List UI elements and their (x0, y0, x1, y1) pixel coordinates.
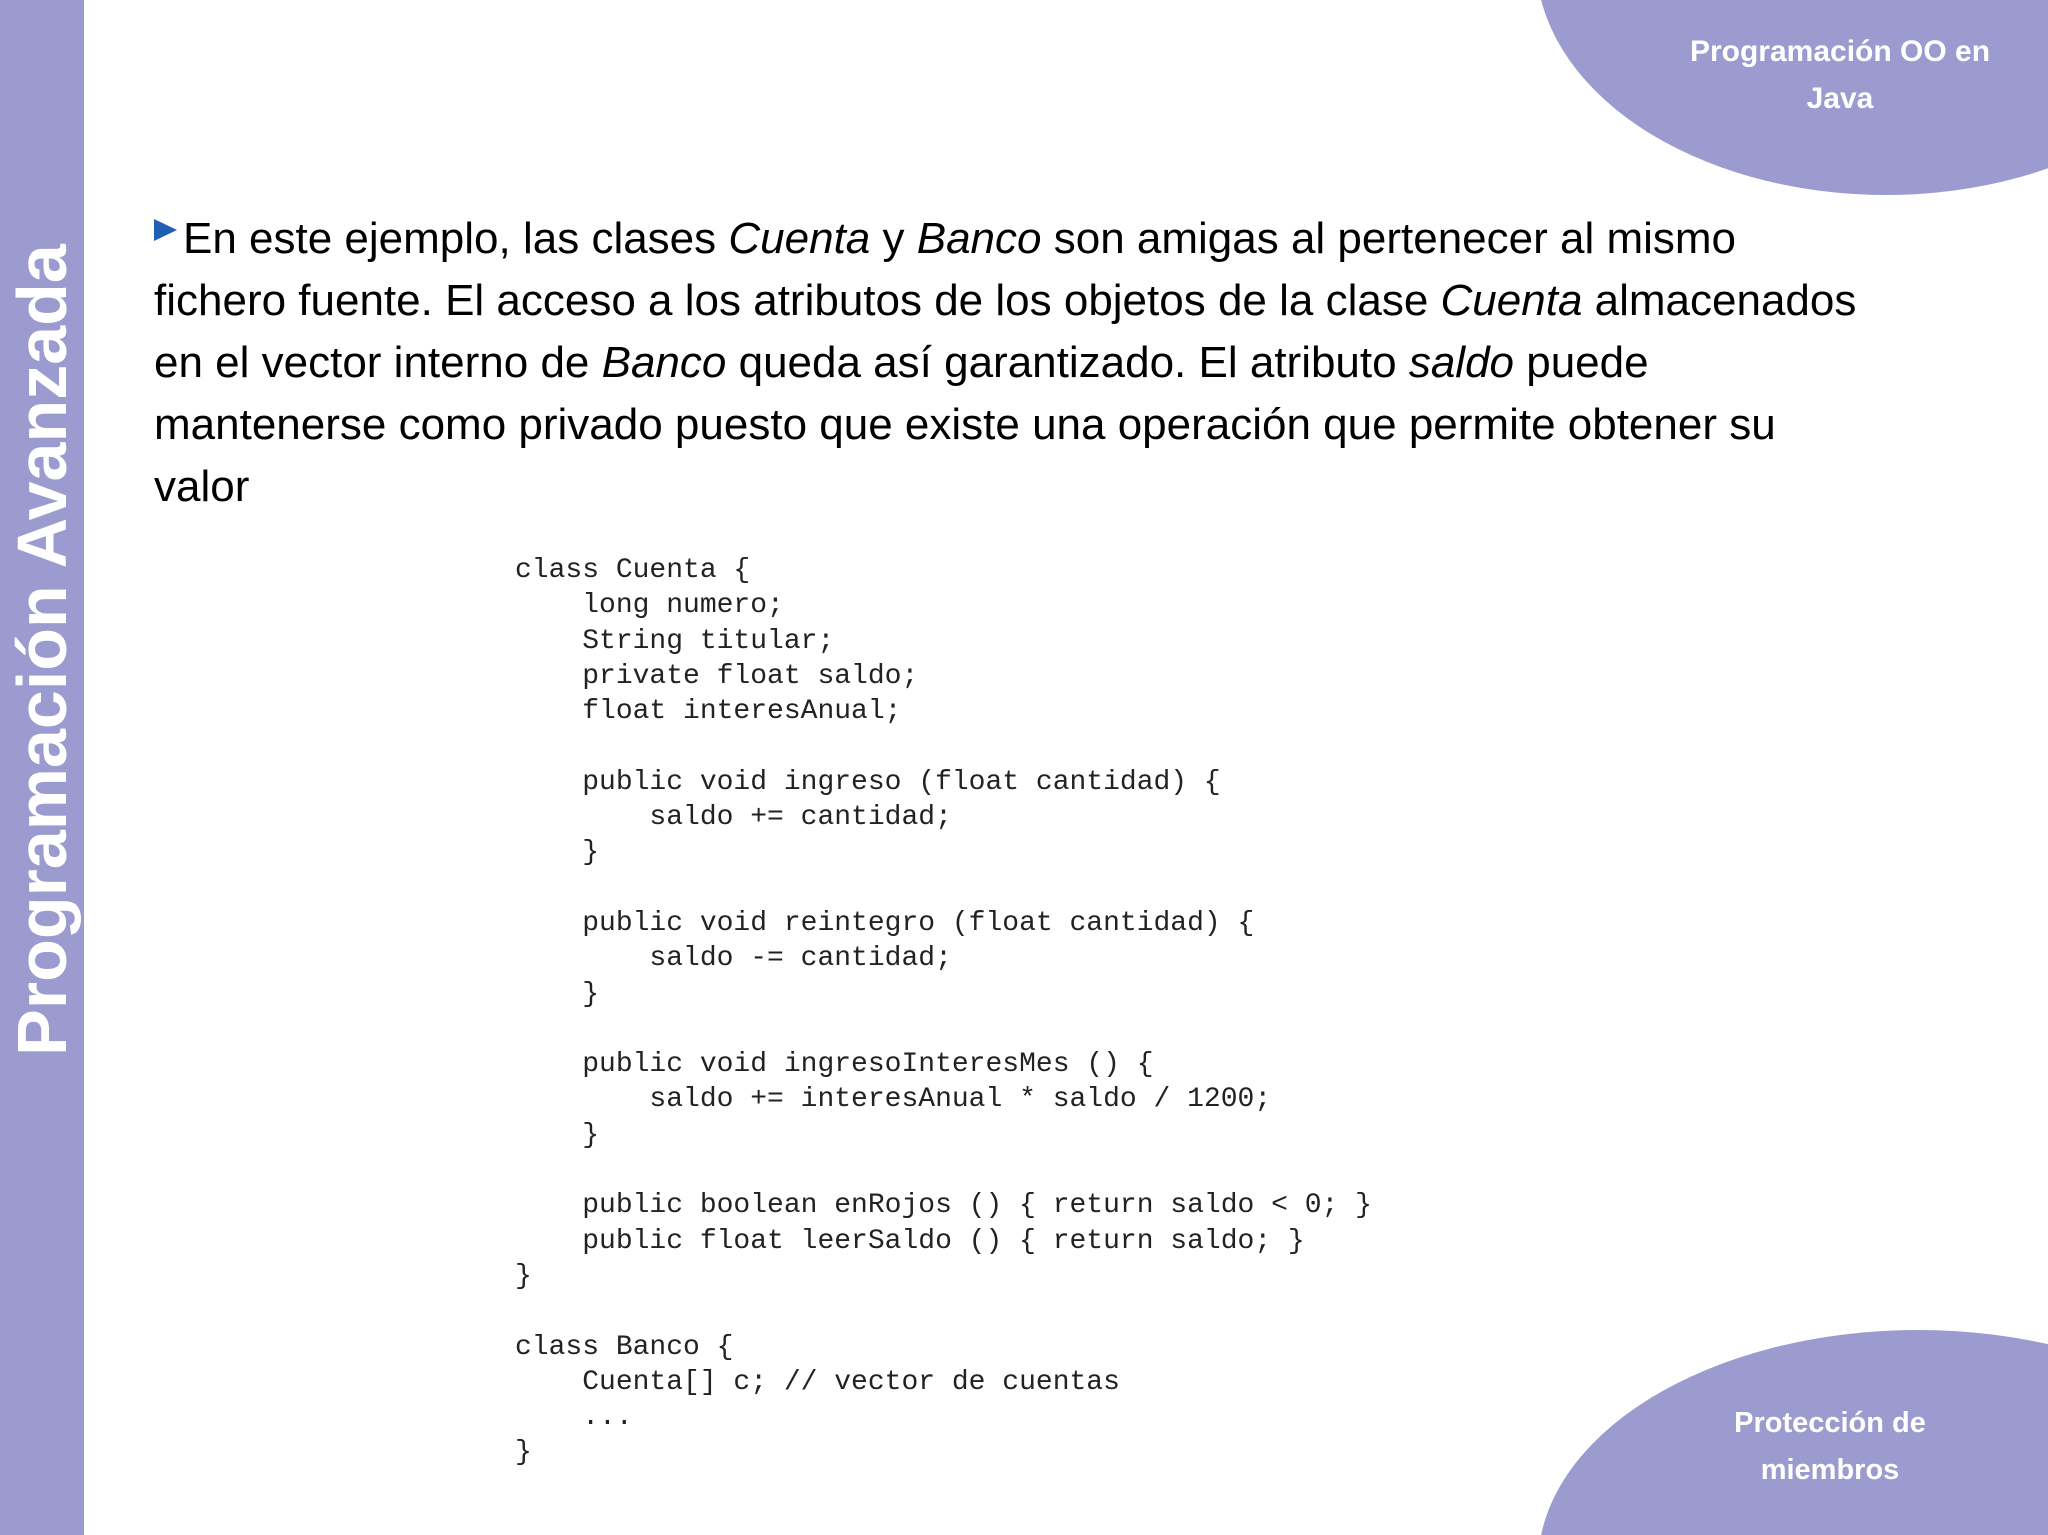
bullet-arrow-icon (154, 219, 177, 241)
paragraph-text-1: En este ejemplo, las clases (183, 214, 729, 263)
header-title (1640, 28, 2040, 122)
paragraph-italic-cuenta: Cuenta (728, 214, 871, 263)
footer-title (1680, 1400, 1980, 1494)
sidebar-title: Programación Avanzada (3, 244, 81, 1056)
paragraph-text-4: almacenados en el vector interno de (154, 276, 1857, 387)
footer-title-line1: Protección de (1734, 1407, 1926, 1439)
paragraph-italic-banco-2: Banco (601, 338, 727, 387)
paragraph-italic-banco: Banco (916, 214, 1042, 263)
header-title-line1: Programación OO en (1689, 35, 1991, 68)
paragraph-italic-saldo: saldo (1408, 338, 1515, 387)
paragraph-text-6: puede mantenerse como privado puesto que existe una operación que permite obtener su valor (154, 338, 1776, 511)
body-paragraph (154, 208, 1874, 518)
footer-title-line2: miembros (1760, 1454, 1900, 1486)
paragraph-italic-cuenta-2: Cuenta (1440, 276, 1583, 325)
paragraph-text-2: y (870, 214, 917, 263)
paragraph-text-5: queda así garantizado. El atributo (726, 338, 1409, 387)
left-sidebar-band (0, 0, 84, 1535)
header-title-line2: Java (1806, 82, 1874, 115)
paragraph-text-3: son amigas al pertenecer al mismo fichero fuente. El acceso a los atributos de los objetos de la clase (154, 214, 1737, 325)
code-listing: class Cuenta { long numero; String titular; private float saldo; float interesAnual; public void ingreso (float cantidad) { saldo += cantidad; } public void reintegro (float cantidad) { saldo -= cantidad; } public void ingresoInteresMes () { saldo += interesAnual * saldo / 1200; } public boolean enRojos () { return saldo < 0; } public float leerSaldo () { return saldo; } } class Banco { Cuenta[] c; // vector de cuentas ... } (515, 555, 1372, 1469)
